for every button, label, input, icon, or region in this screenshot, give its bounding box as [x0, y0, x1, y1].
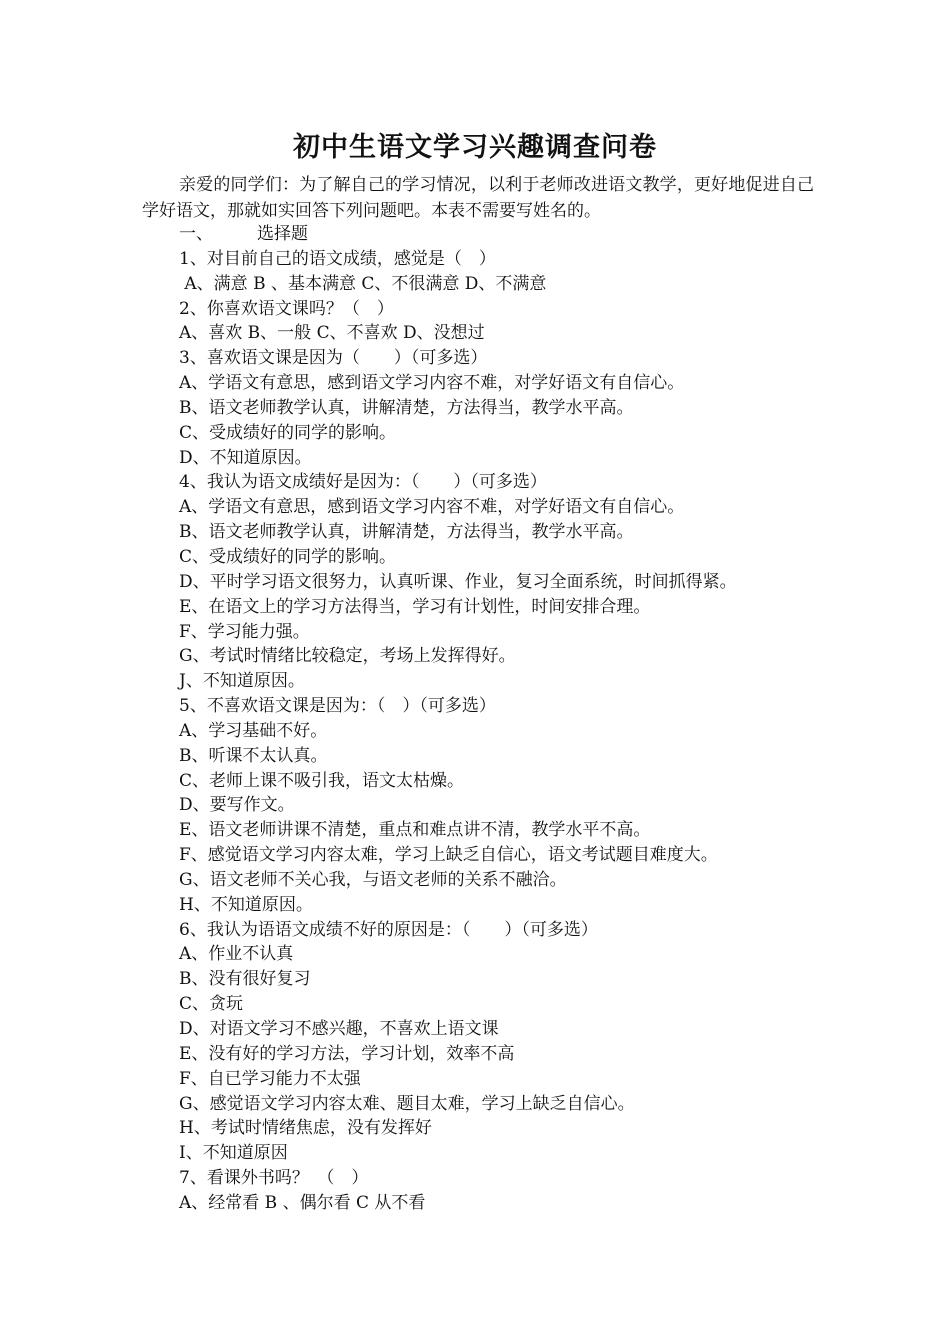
option-text: E、在语文上的学习方法得当，学习有计划性，时间安排合理。 [179, 596, 651, 617]
option-text: G、感觉语文学习内容太难、题目太难，学习上缺乏自信心。 [179, 1093, 635, 1114]
option-text: E、语文老师讲课不清楚，重点和难点讲不清，教学水平不高。 [179, 820, 651, 841]
question-text: 3、喜欢语文课是因为（ ）（可多选） [179, 348, 488, 369]
question-text: 5、不喜欢语文课是因为：（ ）（可多选） [179, 696, 496, 717]
option-text: C、受成绩好的同学的影响。 [179, 546, 397, 567]
option-text: B、没有很好复习 [179, 969, 311, 990]
question-text: 2、你喜欢语文课吗？（ ） [179, 298, 394, 319]
question-text: 1、对目前自己的语文成绩，感觉是（ ） [179, 248, 496, 269]
option-text: D、不知道原因。 [179, 447, 312, 468]
option-text: B、语文老师教学认真，讲解清楚，方法得当，教学水平高。 [179, 397, 634, 418]
option-text: A、学语文有意思，感到语文学习内容不难，对学好语文有自信心。 [179, 497, 685, 518]
option-text: A、学语文有意思，感到语文学习内容不难，对学好语文有自信心。 [179, 373, 685, 394]
option-text: I、不知道原因 [179, 1143, 288, 1164]
section-label: 选择题 [257, 224, 308, 244]
question-list [179, 247, 819, 1216]
option-text: H、考试时情绪焦虑，没有发挥好 [179, 1118, 432, 1139]
page-title: 初中生语文学习兴趣调查问卷 [293, 132, 657, 163]
section-heading [179, 222, 819, 247]
option-text: J、不知道原因。 [179, 671, 305, 692]
option-text: C、老师上课不吸引我，语文太枯燥。 [179, 770, 465, 791]
intro-paragraph: 亲爱的同学们：为了解自己的学习情况，以利于老师改进语文教学，更好地促进自己学好语文，那就如实回答下列问题吧。本表不需要写姓名的。 [142, 175, 814, 221]
option-text: A、满意 B 、基本满意 C、不很满意 D、不满意 [179, 273, 547, 294]
option-text: F、自已学习能力不太强 [179, 1068, 361, 1089]
section-number: 一、 [179, 224, 213, 244]
option-text: B、听课不太认真。 [179, 745, 328, 766]
option-text: G、考试时情绪比较稳定，考场上发挥得好。 [179, 646, 516, 667]
option-text: D、对语文学习不感兴趣，不喜欢上语文课 [179, 1019, 499, 1039]
option-text: A、作业不认真 [179, 944, 294, 965]
option-text: A、经常看 B 、偶尔看 C 从不看 [179, 1192, 426, 1213]
option-text: H、不知道原因。 [179, 894, 313, 915]
option-text: A、学习基础不好。 [179, 720, 328, 741]
option-text: C、受成绩好的同学的影响。 [179, 422, 397, 443]
questionnaire-body [179, 222, 819, 1216]
option-text: D、要写作文。 [179, 795, 295, 816]
question-text: 4、我认为语文成绩好是因为：（ ）（可多选） [179, 472, 547, 493]
option-text: G、语文老师不关心我，与语文老师的关系不融洽。 [179, 869, 567, 890]
option-text: F、感觉语文学习内容太难，学习上缺乏自信心，语文考试题目难度大。 [179, 845, 718, 866]
option-text: F、学习能力强。 [179, 621, 310, 642]
option-text: B、语文老师教学认真，讲解清楚，方法得当，教学水平高。 [179, 522, 634, 543]
question-text: 7、看课外书吗？ （ ） [179, 1168, 369, 1189]
option-text: D、平时学习语文很努力，认真听课、作业，复习全面系统，时间抓得紧。 [179, 571, 737, 592]
option-text: E、没有好的学习方法，学习计划，效率不高 [179, 1043, 515, 1064]
question-text: 6、我认为语语文成绩不好的原因是：（ ）（可多选） [179, 919, 598, 940]
option-text: C、贪玩 [179, 994, 244, 1015]
option-text: A、喜欢 B、一般 C、不喜欢 D、没想过 [179, 323, 485, 344]
